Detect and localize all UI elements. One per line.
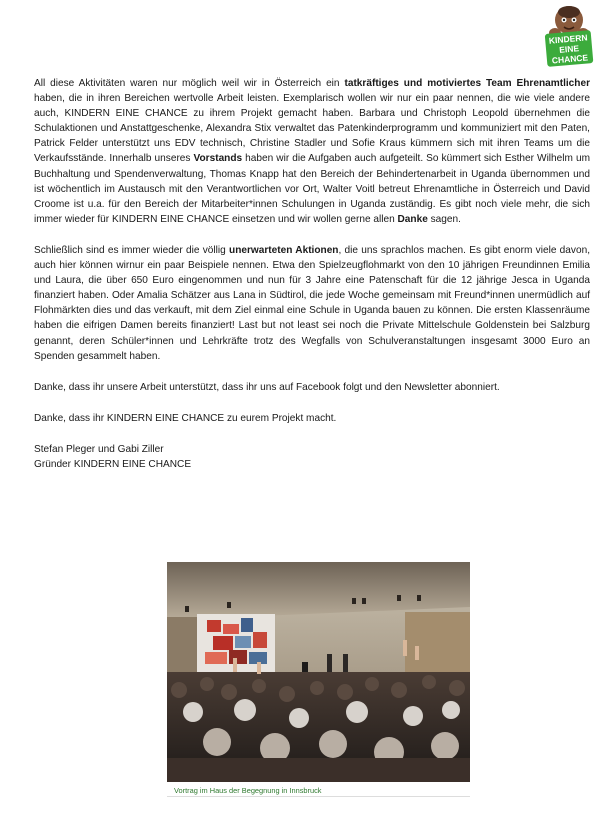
logo-line1: KINDERN [548, 32, 588, 46]
bold-danke: Danke [397, 213, 428, 225]
paragraph-team [34, 76, 590, 227]
bold-team: tatkräftiges und motiviertes Team Ehrenamtlicher [344, 78, 590, 89]
logo-line3: CHANCE [551, 52, 589, 66]
photo-caption: Vortrag im Haus der Begegnung in Innsbruck [174, 786, 322, 795]
signature-names: Stefan Pleger und Gabi Ziller [34, 443, 164, 455]
logo-line2: EINE [558, 43, 580, 55]
bold-actions: unerwarteten Aktionen [229, 244, 339, 256]
kindern-eine-chance-logo [540, 5, 598, 67]
text-run: Schließlich sind es immer wieder die völlig [34, 244, 230, 256]
bold-vorstand: Vorstands [193, 153, 243, 165]
paragraph-thanks-project: Danke, dass ihr KINDERN EINE CHANCE zu eurem Projekt macht. [34, 412, 337, 424]
body-text [34, 76, 590, 472]
text-run: haben, die in ihren Bereichen wertvolle Arbeit leisten. Exemplarisch wollen wir nur ein paar nennen, die wie viele andere auch, KINDERN EINE CHANCE zu ihrem Projekt gemacht haben. Barbara und Christoph Leopold übernehmen die Schulaktionen und Anstattgeschenke, Alexandra Stix verwaltet das Patenkinderprogramm und kommuniziert mit den Paten, Patrick Felder unterstützt uns EDV technisch, Christine Stadler und Sofie Kraus kümmern sich mit ihren Teams um die Verkaufsstände. Innerhalb unseres [34, 93, 590, 165]
text-run: sagen. [427, 213, 461, 225]
lecture-photo [167, 562, 470, 782]
text-run: , die uns sprachlos machen. Es gibt enorm viele davon, auch hier können wirnur ein paar Beispiele nennen. Etwa den Spielzeugflohmarkt von den 10 jährigen Freundinnen Emilia und Laura, die über 650 Euro eingenommen und nun für 3 Jahre eine Patenschaft für die 12 jährige Jesca in Uganda finanziert haben. Oder Amalia Schätzer aus Lana in Südtirol, die jede Woche gemeinsam mit Freund*innen unermüdlich auf Flohmärkten dies und das verkauft, mit dem Ziel einmal eine Schule in Uganda bauen zu können. Die ersten Klassenräume haben die eifrigen Damen bereits finanziert! Last but not least sei noch die Private Mittelschule Goldenstein bei Salzburg genannt, deren Schüler*innen und Lehrkräfte trotz des Wegfalls von Schulveranstaltungen insgesamt 3000 Euro an Spenden gesammelt haben. [34, 244, 590, 362]
paragraph-actions [34, 243, 590, 364]
text-run: haben wir die Aufgaben auch aufgeteilt. So kümmert sich Esther Wilhelm um Buchhaltung und Spendenverwaltung, Thomas Knapp hat den Bereich der Behindertenarbeit in Uganda übernommen und ist wöchentlich im Austausch mit den Verantwortlichen vor Ort, Walter Voitl betreut Ehrenamtliche in Österreich und David Croome ist u.a. für den Bereich der Mitarbeiter*innen Schulungen in Uganda zuständig. Es gibt noch viele mehr, die sich immer wieder für KINDERN EINE CHANCE einsetzen und wir wollen gerne allen [34, 153, 590, 225]
paragraph-thanks-support: Danke, dass ihr unsere Arbeit unterstützt, dass ihr uns auf Facebook folgt und den Newsletter abonniert. [34, 381, 500, 393]
text-run: All diese Aktivitäten waren nur möglich weil wir in Österreich ein [34, 78, 345, 89]
caption-divider [167, 796, 470, 797]
signature-role: Gründer KINDERN EINE CHANCE [34, 458, 192, 470]
